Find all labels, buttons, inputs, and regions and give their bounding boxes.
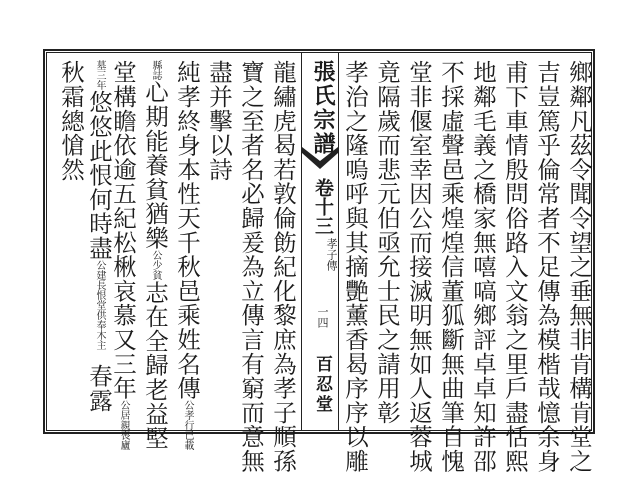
text-column (86, 60, 112, 426)
text-column: 鄉鄰凡茲令聞令望之垂無非肯構肯堂之 (565, 60, 593, 474)
text-column: 甫下車情殷問俗路入文翁之里戶盡恬熙 (501, 60, 529, 474)
annotation: 公少貧 (150, 250, 161, 281)
text-column: 寶之至者名必歸爰為立傳言有窮而意無 (237, 60, 265, 474)
text-column (173, 60, 201, 451)
annotation: 公孝行已載 (182, 400, 193, 451)
text-column: 不採虛聲邑乘煌煌信董狐斷無曲筆自愧 (437, 60, 465, 474)
poem-line: 悠悠此恨何時盡 (85, 90, 113, 261)
text-column (141, 60, 169, 451)
section-label: 孝子傳 (325, 238, 338, 271)
text-column: 堂非偃室幸因公而接滅明無如人返蓉城 (405, 60, 433, 474)
poem-line: 純孝終身本性天千秋邑乘姓名傳 (173, 60, 201, 401)
text-column: 龍繡虎曷若敦倫飭紀化黎庶為孝子順孫 (269, 60, 297, 474)
annotation: 公居親喪廬 (118, 400, 129, 451)
page-number: 一四 (316, 306, 329, 328)
annotation: 墓三年 (94, 60, 105, 90)
poem-line: 志在全歸老益堅 (141, 280, 169, 451)
hall-name: 百忍堂 (312, 355, 332, 415)
text-column (109, 60, 137, 451)
text-column: 盡并擊以詩 (205, 60, 233, 182)
text-column: 地鄰毛義之橋家無嘻嗃鄉評卓卓知許邵 (469, 60, 497, 474)
poem-line: 心期能養貧猶樂 (141, 80, 169, 251)
genealogy-title: 張氏宗譜 (310, 60, 336, 156)
text-column: 吉豈篤乎倫常者不足傳為模楷哉憶余身 (533, 60, 561, 474)
annotation: 縣誌 (150, 60, 161, 80)
text-column: 秋霜總愴然 (57, 60, 85, 182)
poem-line: 堂構瞻依逾五紀松楸哀慕又三年 (109, 60, 137, 401)
text-column: 竟隔歲而悲元伯亟允士民之請用彰 (373, 60, 401, 425)
fishtail-icon (302, 147, 338, 171)
poem-line: 春露 (85, 364, 113, 413)
annotation: 公建長恨堂供奉木主 (94, 260, 105, 351)
volume-label: 卷十三 (312, 178, 334, 235)
text-column: 孝治之隆嗚呼與其摘艷薰香曷序序以雕 (341, 60, 369, 474)
